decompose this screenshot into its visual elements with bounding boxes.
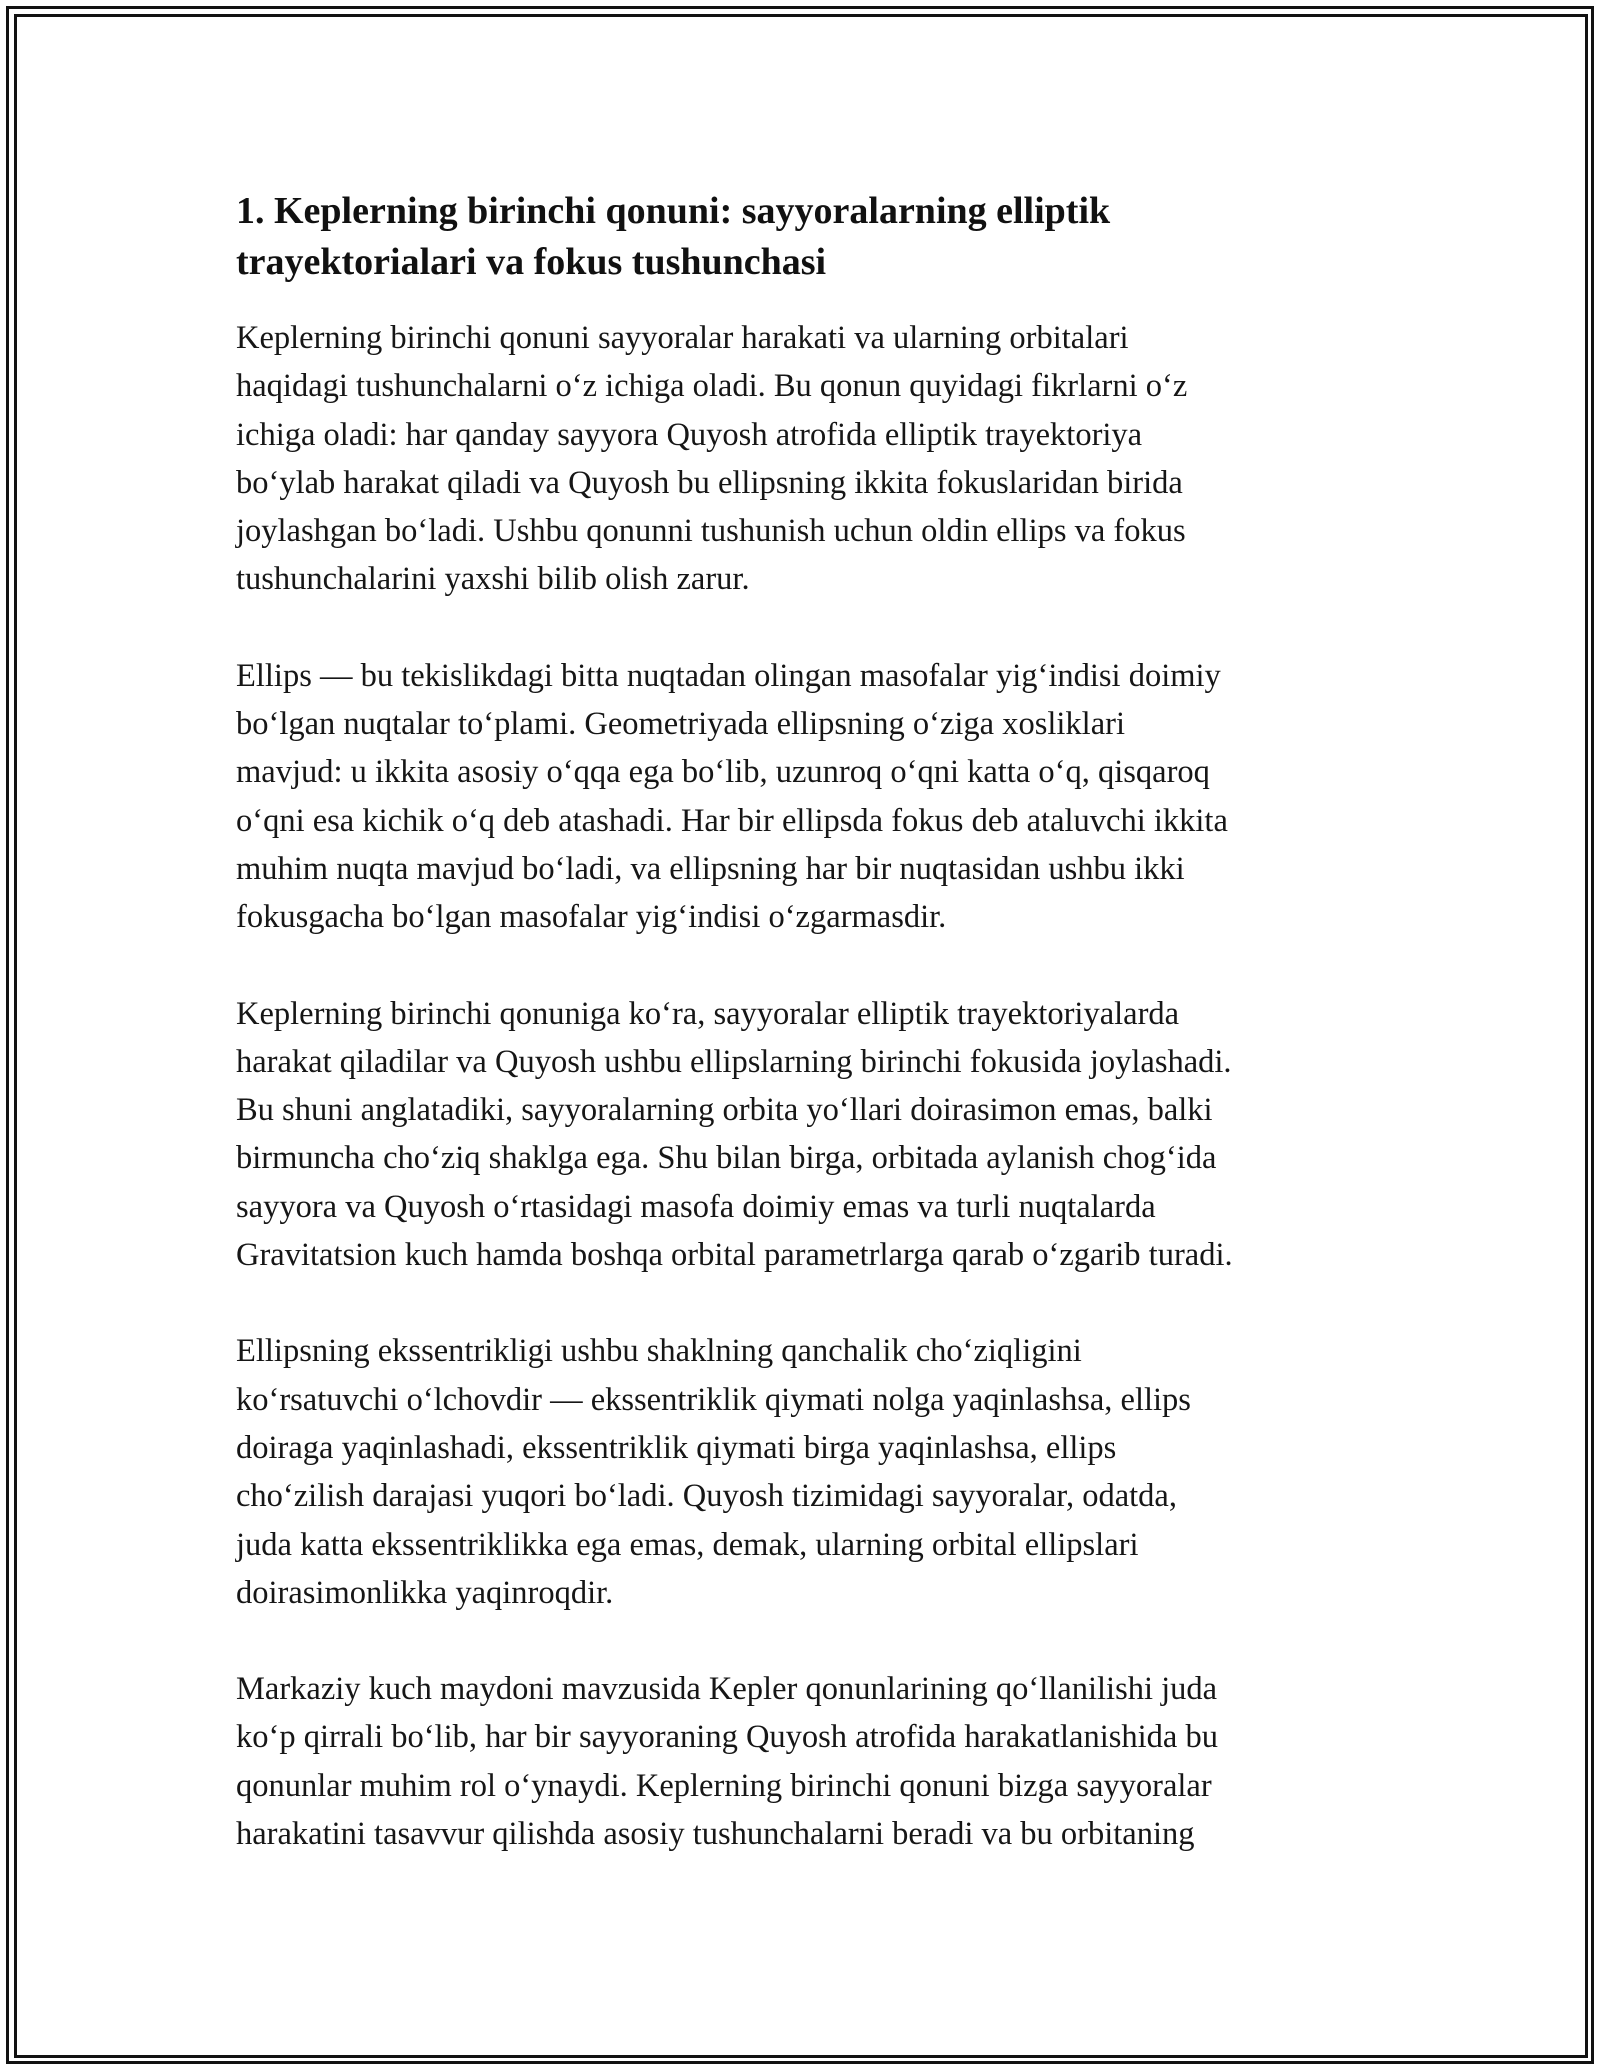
text-line: Bu shuni anglatadiki, sayyoralarning orbita yoʻllari doirasimon emas, balki [236,1092,1213,1129]
text-line: fokusgacha boʻlgan masofalar yigʻindisi oʻzgarmasdir. [236,899,947,936]
heading-line: 1. Keplerning birinchi qonuni: sayyoralarning elliptik [236,190,1111,232]
heading-line: trayektorialari va fokus tushunchasi [236,241,827,283]
text-line: Markaziy kuch maydoni mavzusida Kepler qonunlarining qoʻllanilishi juda [236,1671,1218,1708]
text-line: joylashgan boʻladi. Ushbu qonunni tushunish uchun oldin ellips va fokus [236,513,1186,550]
text-line: harakatini tasavvur qilishda asosiy tushunchalarni beradi va bu orbitaning [236,1816,1195,1853]
text-line: doirasimonlikka yaqinroqdir. [236,1574,614,1611]
text-line: tushunchalarini yaxshi bilib olish zarur. [236,561,750,598]
text-line: Keplerning birinchi qonuniga koʻra, sayyoralar elliptik trayektoriyalarda [236,995,1180,1032]
text-line: koʻp qirrali boʻlib, har bir sayyoraning Quyosh atrofida harakatlanishida bu [236,1719,1218,1756]
text-line: qonunlar muhim rol oʻynaydi. Keplerning birinchi qonuni bizga sayyoralar [236,1767,1212,1804]
text-line: choʻzilish darajasi yuqori boʻladi. Quyosh tizimidagi sayyoralar, odatda, [236,1478,1177,1515]
section-heading [236,186,1386,288]
text-line: muhim nuqta mavjud boʻladi, va ellipsning har bir nuqtasidan ushbu ikki [236,850,1185,887]
text-line: boʻylab harakat qiladi va Quyosh bu ellipsning ikkita fokuslaridan birida [236,464,1183,501]
text-line: ichiga oladi: har qanday sayyora Quyosh atrofida elliptik trayektoriya [236,416,1143,453]
text-line: Ellips — bu tekislikdagi bitta nuqtadan olingan masofalar yigʻindisi doimiy [236,657,1221,694]
text-line: Keplerning birinchi qonuni sayyoralar harakati va ularning orbitalari [236,320,1129,356]
text-line: haqidagi tushunchalarni oʻz ichiga oladi. Bu qonun quyidagi fikrlarni oʻz [236,368,1188,405]
paragraph-5 [236,1665,1386,1858]
paragraph-1 [236,314,1386,604]
text-line: koʻrsatuvchi oʻlchovdir — ekssentriklik qiymati nolga yaqinlashsa, ellips [236,1381,1191,1418]
paragraph-2 [236,652,1386,942]
text-line: birmuncha choʻziq shaklga ega. Shu bilan birga, orbitada aylanish chogʻida [236,1140,1217,1177]
text-line: doiraga yaqinlashadi, ekssentriklik qiymati birga yaqinlashsa, ellips [236,1429,1117,1466]
text-line: oʻqni esa kichik oʻq deb atashadi. Har bir ellipsda fokus deb ataluvchi ikkita [236,802,1228,839]
document-body [236,186,1386,1906]
paragraph-3 [236,990,1386,1280]
text-line: juda katta ekssentriklikka ega emas, demak, ularning orbital ellipslari [236,1526,1139,1563]
text-line: sayyora va Quyosh oʻrtasidagi masofa doimiy emas va turli nuqtalarda [236,1188,1156,1225]
text-line: Ellipsning ekssentrikligi ushbu shaklning qanchalik choʻziqligini [236,1333,1082,1370]
text-line: harakat qiladilar va Quyosh ushbu ellipslarning birinchi fokusida joylashadi. [236,1043,1232,1080]
text-line: mavjud: u ikkita asosiy oʻqqa ega boʻlib, uzunroq oʻqni katta oʻq, qisqaroq [236,754,1210,791]
text-line: boʻlgan nuqtalar toʻplami. Geometriyada ellipsning oʻziga xosliklari [236,706,1125,743]
paragraph-4 [236,1327,1386,1617]
text-line: Gravitatsion kuch hamda boshqa orbital parametrlarga qarab oʻzgarib turadi. [236,1237,1233,1274]
